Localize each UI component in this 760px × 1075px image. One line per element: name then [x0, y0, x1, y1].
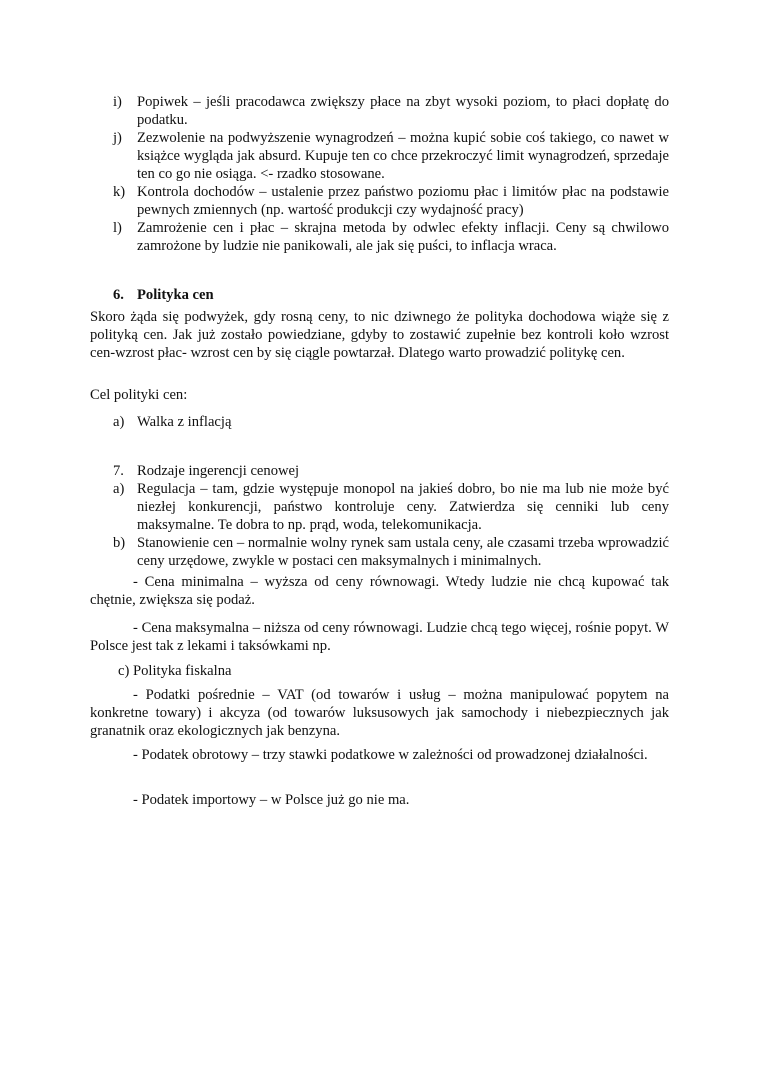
- list-item-text: Stanowienie cen – normalnie wolny rynek sam ustala ceny, ale czasami trzeba wprowadzić ceny urzędowe, zwykle w postaci cen maksymalnych i minimalnych.: [137, 535, 669, 569]
- list-marker: a): [113, 481, 125, 497]
- section-6-heading: [113, 286, 214, 304]
- list-item-text: Popiwek – jeśli pracodawca zwiększy płace na zbyt wysoki poziom, to płaci dopłatę do podatku.: [137, 94, 669, 128]
- goal-label: Cel polityki cen:: [90, 387, 188, 403]
- list-marker: i): [113, 94, 122, 110]
- section-title: Polityka cen: [137, 287, 214, 303]
- tax-indirect-paragraph: - Podatki pośrednie – VAT (od towarów i usług – można manipulować popytem na konkretne towary) i akcyza (od towarów luksusowych jak samochody i niebezpiecznych jak granatnik oraz ekologicznych jak benzyna.: [90, 687, 669, 739]
- list-item-i: [113, 93, 669, 129]
- section-number: 7.: [113, 463, 124, 479]
- list-item-a: [113, 480, 669, 534]
- list-item-j: [113, 129, 669, 183]
- section-7-list: [113, 480, 669, 570]
- list-item-text: Kontrola dochodów – ustalenie przez państwo poziomu płac i limitów płac na podstawie pewnych zmiennych (np. wartość produkcji czy wydajność pracy): [137, 184, 669, 218]
- cena-minimalna-paragraph: - Cena minimalna – wyższa od ceny równowagi. Wtedy ludzie nie chcą kupować tak chętnie, zwiększa się podaż.: [90, 574, 669, 608]
- list-marker: a): [113, 414, 125, 430]
- tax-turnover-paragraph: - Podatek obrotowy – trzy stawki podatkowe w zależności od prowadzonej działalności.: [133, 747, 648, 763]
- goal-list: [113, 413, 669, 431]
- list-marker: l): [113, 220, 122, 236]
- list-marker: k): [113, 184, 126, 200]
- list-item-text: Regulacja – tam, gdzie występuje monopol na jakieś dobro, bo nie ma lub nie może być niezłej konkurencji, państwo kontroluje ceny. Zatwierdza się cenniki lub ceny maksymalne. Te dobra to np. prąd, woda, telekomunikacja.: [137, 481, 669, 533]
- list-marker: j): [113, 130, 122, 146]
- list-item-k: [113, 183, 669, 219]
- section-number: 6.: [113, 287, 124, 303]
- list-top: [113, 93, 669, 255]
- list-item-b: [113, 534, 669, 570]
- section-7-heading: [113, 462, 669, 480]
- list-item-text: Zamrożenie cen i płac – skrajna metoda by odwlec efekty inflacji. Ceny są chwilowo zamrożone by ludzie nie panikowali, ale jak się puści, to inflacja wraca.: [137, 220, 669, 254]
- intro-paragraph: Skoro żąda się podwyżek, gdy rosną ceny, to nic dziwnego że polityka dochodowa wiąże się z polityką cen. Jak już zostało powiedziane, gdyby to zostawić zupełnie bez kontroli koło wzrost cen-wzrost płac- wzrost cen by się ciągle powtarzał. Dlatego warto prowadzić politykę cen.: [90, 309, 669, 361]
- list-marker: b): [113, 535, 126, 551]
- fiscal-heading: c) Polityka fiskalna: [118, 663, 232, 679]
- cena-maksymalna-paragraph: - Cena maksymalna – niższa od ceny równowagi. Ludzie chcą tego więcej, rośnie popyt. W Polsce jest tak z lekami i taksówkami np.: [90, 620, 669, 654]
- list-item-text: Walka z inflacją: [137, 414, 232, 430]
- list-item-a: [113, 413, 669, 431]
- list-item-l: [113, 219, 669, 255]
- section-title: Rodzaje ingerencji cenowej: [137, 463, 300, 479]
- list-item-text: Zezwolenie na podwyższenie wynagrodzeń – można kupić sobie coś takiego, co nawet w książce wygląda jak absurd. Kupuje ten co chce przekroczyć limit wynagrodzeń, sprzedaje ten co go nie osiąga. <- rzadko stosowane.: [137, 130, 669, 182]
- tax-import-paragraph: - Podatek importowy – w Polsce już go nie ma.: [133, 792, 410, 808]
